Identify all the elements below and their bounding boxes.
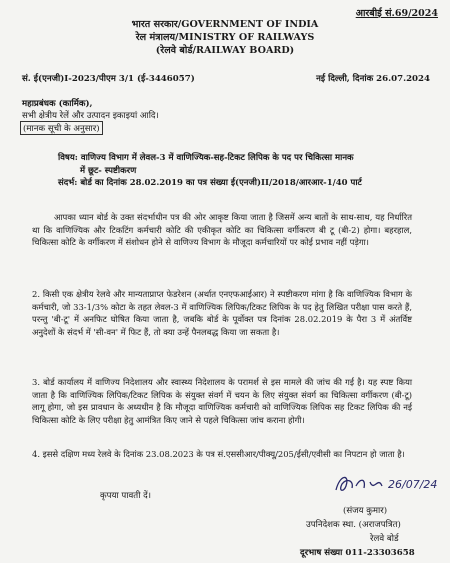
reference-number: आरबीई सं.69/2024 — [355, 8, 438, 19]
place-date: नई दिल्ली, दिनांक 26.07.2024 — [316, 74, 430, 84]
signatory-office: रेलवे बोर्ड — [370, 534, 399, 544]
paragraph-3: 3. बोर्ड कार्यालय में वाणिज्य निदेशालय और स्वास्थ्य निदेशालय के परामर्श से इस मामले की जांच की गई है। यह स्पष्ट किया जाता है कि वाणिज्यिक लिपिक/टिकट लिपिक के संयुक्त संवर्ग में चयन के लिए संयुक्त संवर्ग का चिकित्सा वर्गीकरण (बी-टू) लागू होगा, जो इस प्रावधान के अध्यधीन है कि मौजूदा वाणिज्यिक कर्मचारी को वाणिज्यिक लिपिक सह टिकट लिपिक की नई चिकित्सा कोटि के लिए परीक्षा हेतु आमंत्रित किए जाने से पहले चिकित्सा जांच कराना होगी। — [32, 377, 412, 425]
subject-line-1: विषय: वाणिज्य विभाग में लेवल-3 में वाणिज्यिक-सह-टिकट लिपिक के पद पर चिकित्सा मानक — [58, 153, 354, 163]
signature-date: 26/07/24 — [388, 478, 438, 491]
subject-line-2: में छूट- स्पष्टीकरण — [80, 165, 137, 176]
header-government: भारत सरकार/GOVERNMENT OF INDIA — [131, 19, 319, 30]
header-board: (रेलवे बोर्ड/RAILWAY BOARD) — [155, 45, 295, 56]
addressee-title: महाप्रबंधक (कार्मिक), — [22, 99, 93, 109]
file-number: सं. ई(एनजी)I-2023/पीएम 3/1 (ई-3446057) — [22, 74, 195, 84]
signatory-phone: दूरभाष संख्या 011-23303658 — [300, 548, 415, 558]
paragraph-1: आपका ध्यान बोर्ड के उक्त संदर्भाधीन पत्र की ओर आकृष्ट किया जाता है जिसमें अन्य बातों के साथ-साथ, यह निर्धारित था कि वाणिज्यिक और टिकटिंग कर्मचारी कोटि की एकीकृत कोटि का चिकित्सा वर्गीकरण बी टू (बी-2) होगा। बहरहाल, चिकित्सा कोटि के वर्गीकरण में संशोधन होने से वाणिज्य विभाग के मौजूदा कर्मचारियों पर कोई प्रभाव नहीं पड़ेगा। — [32, 212, 412, 248]
signatory-designation: उपनिदेशक स्था. (अराजपत्रित) — [306, 520, 401, 530]
handwritten-signature — [330, 468, 440, 498]
signatory-name: (संजय कुमार) — [343, 506, 388, 516]
paragraph-2: 2. किसी एक क्षेत्रीय रेलवे और मान्यताप्राप्त फेडरेशन (अर्थात एनएफआईआर) ने स्पष्टीकरण मांगा है कि वाणिज्यिक विभाग के कर्मचारी, जो 33-1/3% कोटा के तहत लेवल-3 में वाणिज्यिक लिपिक/टिकट लिपिक के पद हेतु लिखित परीक्षा पास करते हैं, परन्तु 'बी-टू' में अनफिट घोषित किया जाता है, जबकि बोर्ड के पूर्वोक्त पत्र दिनांक 28.02.2019 के पैरा 3 में अंतर्विष्ट अनुदेशों के संदर्भ में 'सी-वन' में फिट हैं, तो क्या उन्हें पैनलबद्ध किया जा सकता है। — [32, 289, 412, 337]
closing-line: कृपया पावती दें। — [100, 491, 151, 501]
subject-block — [58, 152, 413, 190]
addressee-note: (मानक सूची के अनुसार) — [20, 121, 103, 135]
header-ministry: रेल मंत्रालय/MINISTRY OF RAILWAYS — [135, 32, 315, 43]
addressee-list: सभी क्षेत्रीय रेलें और उत्पादन इकाइयां आदि। — [22, 111, 159, 121]
paragraph-4: 4. इससे दक्षिण मध्य रेलवे के दिनांक 23.08.2023 के पत्र सं.एससीआर/पीक्यू/205/ईसी/एवीसी का निपटान हो जाता है। — [32, 449, 405, 459]
reference-line: संदर्भ: बोर्ड का दिनांक 28.02.2019 का पत्र संख्या ई(एनजी)II/2018/आरआर-1/40 पार्ट — [58, 178, 362, 189]
